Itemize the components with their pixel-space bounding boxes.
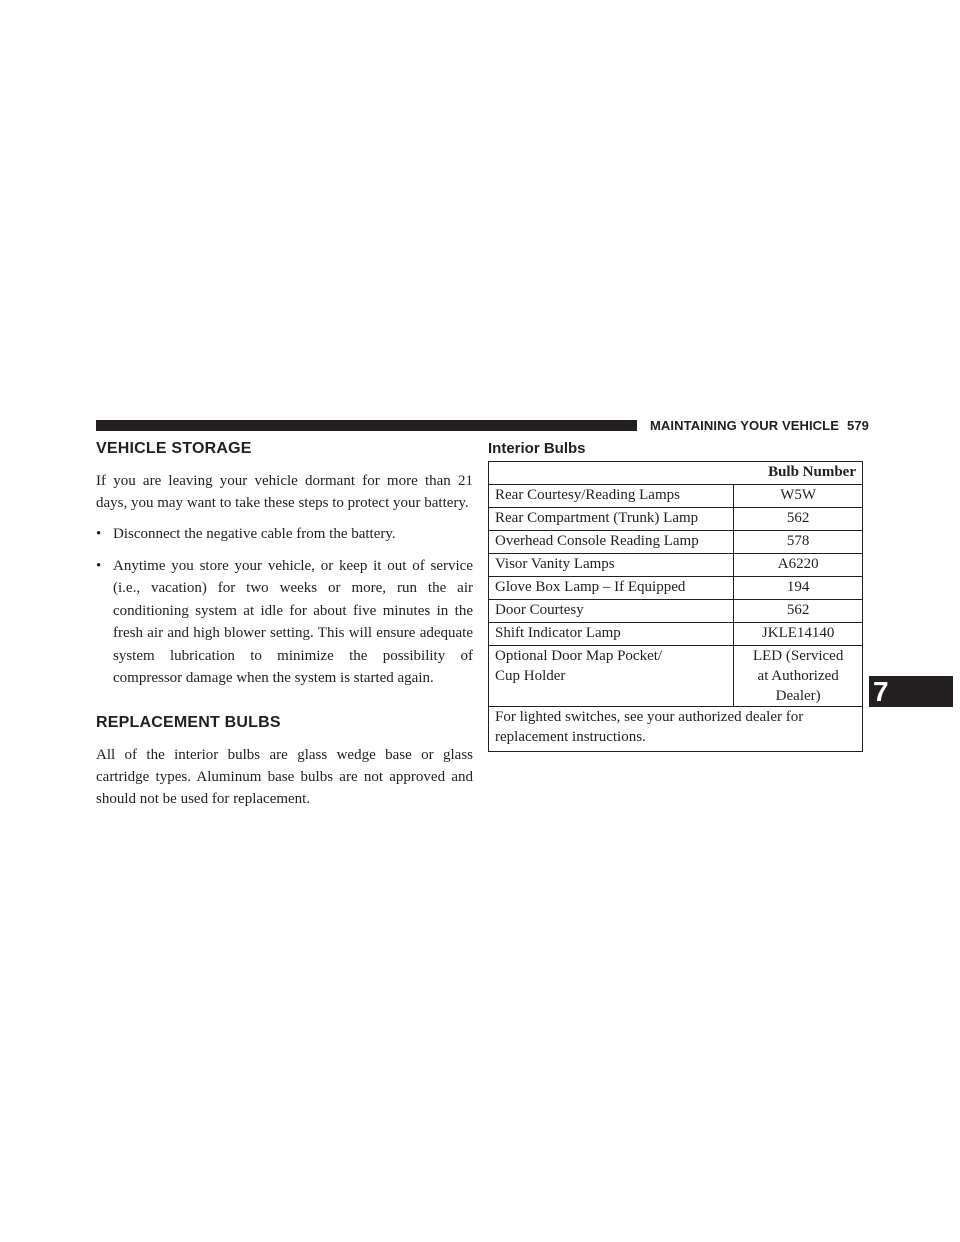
right-column xyxy=(488,440,864,752)
table-header-row xyxy=(489,462,863,485)
bullet-icon: • xyxy=(96,557,102,574)
table-footnote-row xyxy=(489,707,863,752)
lamp-name-line: Optional Door Map Pocket/ xyxy=(495,648,663,664)
bulb-number-line: Dealer) xyxy=(775,688,821,704)
interior-bulbs-table xyxy=(488,461,863,752)
bulb-number: A6220 xyxy=(734,554,863,577)
chapter-tab xyxy=(869,676,953,707)
lamp-name-line: Cup Holder xyxy=(495,668,566,684)
table-footnote: For lighted switches, see your authorized dealer for replacement instructions. xyxy=(489,707,863,752)
storage-steps-list xyxy=(96,523,473,690)
table-row xyxy=(489,508,863,531)
lamp-name: Overhead Console Reading Lamp xyxy=(489,531,734,554)
bullet-icon: • xyxy=(96,526,102,542)
bulb-number-line: at Authorized xyxy=(757,668,839,684)
bulb-number: JKLE14140 xyxy=(734,623,863,646)
table-row xyxy=(489,554,863,577)
chapter-number: 7 xyxy=(873,676,889,707)
lamp-name: Shift Indicator Lamp xyxy=(489,623,734,646)
bulb-number: 562 xyxy=(734,508,863,531)
list-item: • Anytime you store your vehicle, or keep it out of service (i.e., vacation) for two weeks or more, run the air conditioning system at idle for about five minutes in the fresh air and high blower setting. This will ensure adequate system lubrication to minimize the possibility of compressor damage when the system is started again. xyxy=(96,555,473,690)
table-header-blank xyxy=(489,462,734,485)
interior-bulbs-heading: Interior Bulbs xyxy=(488,440,586,457)
vehicle-storage-intro: If you are leaving your vehicle dormant for more than 21 days, you may want to take these steps to protect your battery. xyxy=(96,473,473,511)
bulb-number: 578 xyxy=(734,531,863,554)
bulb-number: W5W xyxy=(734,485,863,508)
vehicle-storage-heading: VEHICLE STORAGE xyxy=(96,440,252,457)
table-row xyxy=(489,646,863,707)
lamp-name xyxy=(489,646,734,707)
bulb-number: 194 xyxy=(734,577,863,600)
replacement-bulbs-text: All of the interior bulbs are glass wedge base or glass cartridge types. Aluminum base bulbs are not approved and should not be used for replacement. xyxy=(96,746,473,807)
header-rule xyxy=(96,420,637,431)
running-header xyxy=(650,418,869,433)
table-row xyxy=(489,531,863,554)
table-row xyxy=(489,577,863,600)
bulb-number-header: Bulb Number xyxy=(734,462,863,485)
bulb-number: 562 xyxy=(734,600,863,623)
table-row xyxy=(489,600,863,623)
table-row xyxy=(489,623,863,646)
table-row xyxy=(489,485,863,508)
section-title: MAINTAINING YOUR VEHICLE xyxy=(650,418,839,433)
lamp-name: Visor Vanity Lamps xyxy=(489,554,734,577)
page-number: 579 xyxy=(846,418,869,433)
bulb-number-line: LED (Serviced xyxy=(752,648,844,664)
lamp-name: Rear Compartment (Trunk) Lamp xyxy=(489,508,734,531)
replacement-bulbs-heading: REPLACEMENT BULBS xyxy=(96,713,281,731)
bulb-number xyxy=(734,646,863,707)
lamp-name: Glove Box Lamp – If Equipped xyxy=(489,577,734,600)
lamp-name: Door Courtesy xyxy=(489,600,734,623)
left-column xyxy=(96,440,473,810)
lamp-name: Rear Courtesy/Reading Lamps xyxy=(489,485,734,508)
list-item: • Disconnect the negative cable from the battery. xyxy=(96,523,473,546)
